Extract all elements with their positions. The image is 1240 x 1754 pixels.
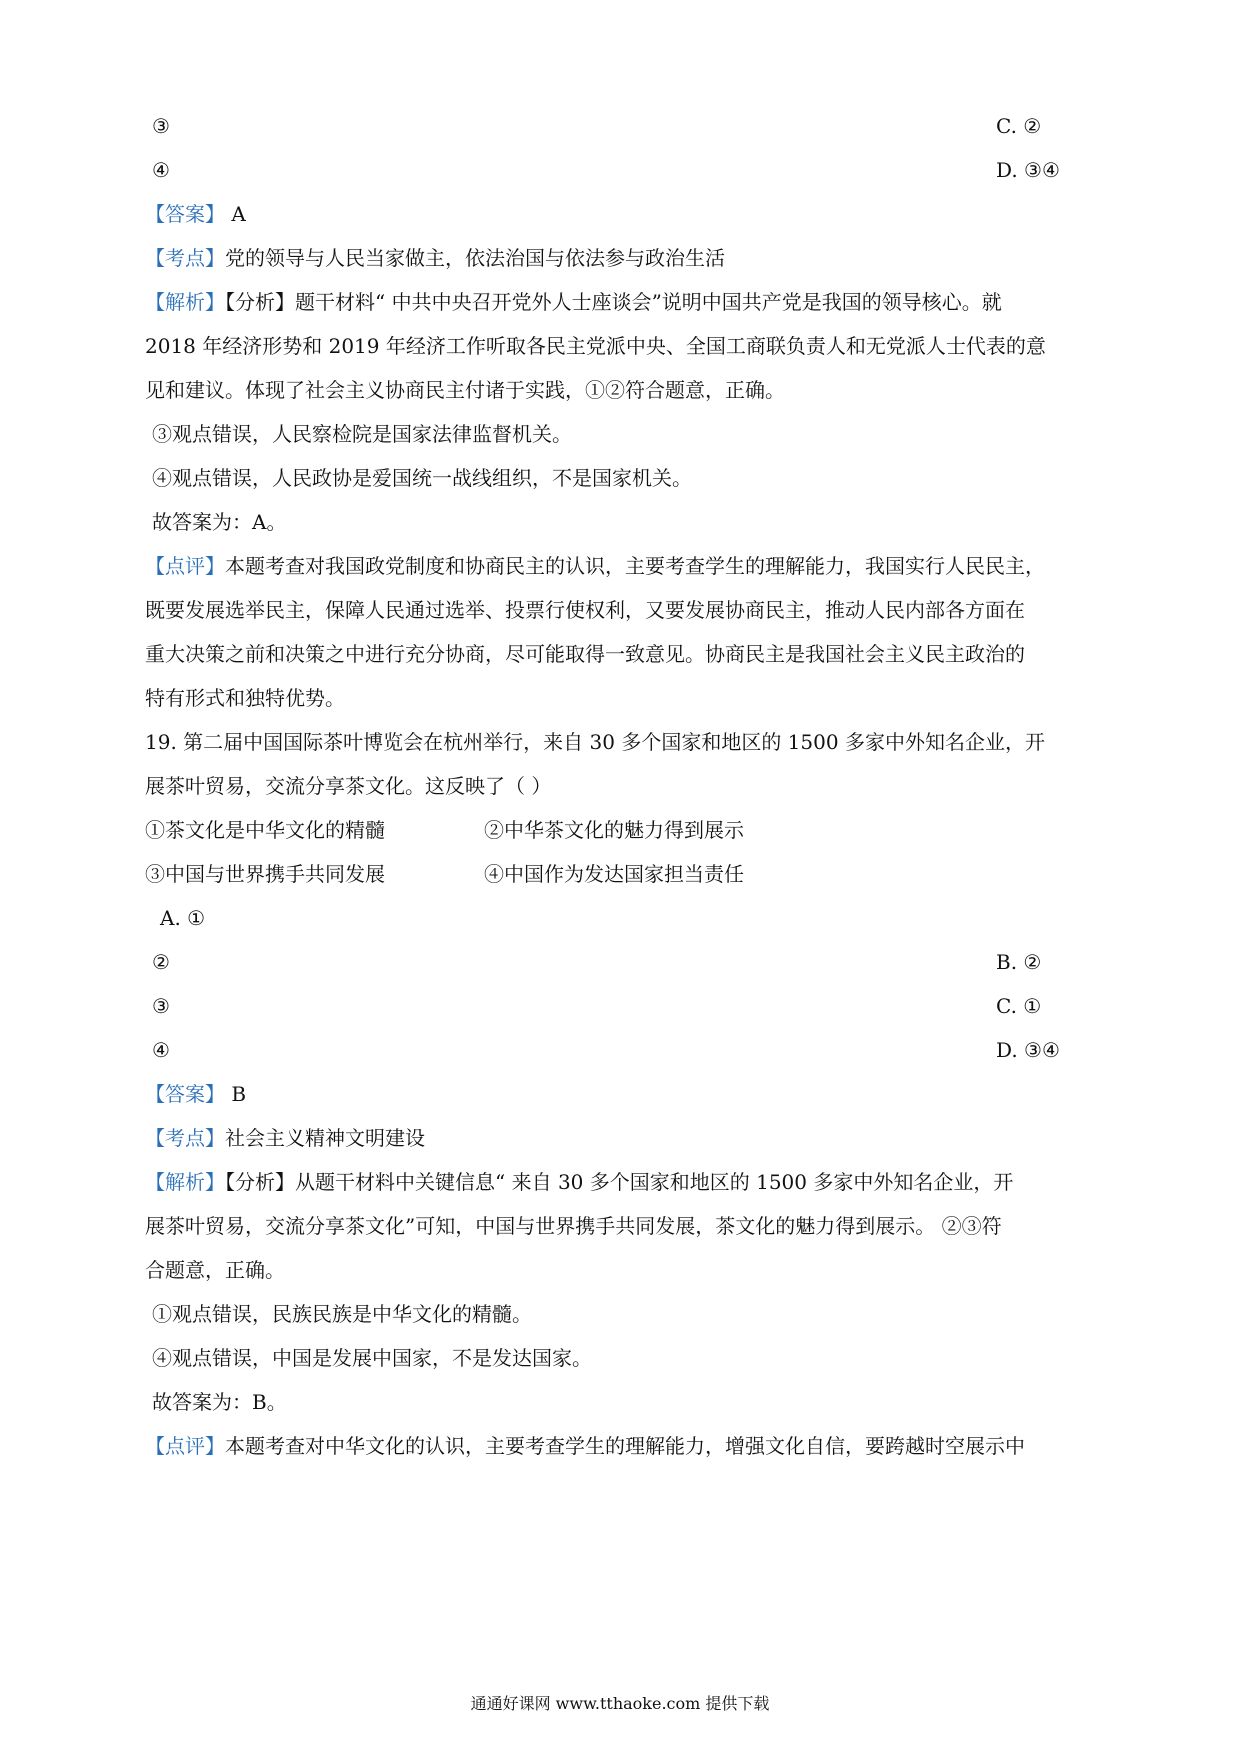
point-tag: 【考点】 (145, 246, 225, 270)
note-line: ①观点错误，民族民族是中华文化的精髓。 (152, 1302, 532, 1326)
option-a: A. ① (160, 906, 206, 930)
option-c: C. ① (996, 994, 1042, 1018)
review-text: 特有形式和独特优势。 (145, 686, 345, 710)
analysis-text: 【分析】题干材料“ 中共中央召开党外人士座谈会”说明中国共产党是我国的领导核心。就 (225, 290, 1002, 314)
review-text: 既要发展选举民主，保障人民通过选举、投票行使权利，又要发展协商民主，推动人民内部各方面在 (145, 598, 1025, 622)
point-text: 党的领导与人民当家做主，依法治国与依法参与政治生活 (225, 246, 725, 270)
analysis-tag: 【解析】 (145, 1170, 225, 1194)
note-line: 故答案为：B。 (152, 1390, 287, 1414)
option-d: D. ③④ (996, 158, 1060, 182)
option-left: ② (152, 950, 170, 974)
answer-tag: 【答案】 (145, 1082, 225, 1106)
answer-value: B (225, 1082, 247, 1106)
answer-tag: 【答案】 (145, 202, 225, 226)
review-line (145, 1432, 1105, 1460)
review-tag: 【点评】 (145, 554, 225, 578)
note-line: ④观点错误，中国是发展中国家，不是发达国家。 (152, 1346, 592, 1370)
point-text: 社会主义精神文明建设 (225, 1126, 425, 1150)
analysis-text: 展茶叶贸易，交流分享茶文化”可知，中国与世界携手共同发展，茶文化的魅力得到展示。 ②③符 (145, 1214, 1002, 1238)
statement-item: ①茶文化是中华文化的精髓 (145, 818, 385, 842)
note-line: ③观点错误，人民察检院是国家法律监督机关。 (152, 422, 572, 446)
review-text: 重大决策之前和决策之中进行充分协商，尽可能取得一致意见。协商民主是我国社会主义民主政治的 (145, 642, 1025, 666)
point-line (145, 1124, 1105, 1152)
analysis-text: 合题意，正确。 (145, 1258, 285, 1282)
note-line: ④观点错误，人民政协是爱国统一战线组织，不是国家机关。 (152, 466, 692, 490)
option-left: ④ (152, 1038, 170, 1062)
option-d: D. ③④ (996, 1038, 1060, 1062)
option-left: ④ (152, 158, 170, 182)
answer-value: A (225, 202, 246, 226)
question-stem: 展茶叶贸易，交流分享茶文化。这反映了（ ） (145, 774, 552, 798)
point-tag: 【考点】 (145, 1126, 225, 1150)
review-text: 本题考查对我国政党制度和协商民主的认识，主要考查学生的理解能力，我国实行人民民主， (225, 554, 1045, 578)
review-text: 本题考查对中华文化的认识，主要考查学生的理解能力，增强文化自信，要跨越时空展示中 (225, 1434, 1025, 1458)
question-stem: 19. 第二届中国国际茶叶博览会在杭州举行，来自 30 多个国家和地区的 1500 多家中外知名企业，开 (145, 730, 1045, 754)
analysis-text: 见和建议。体现了社会主义协商民主付诸于实践，①②符合题意，正确。 (145, 378, 785, 402)
analysis-line (145, 288, 1105, 316)
review-line (145, 552, 1105, 580)
option-c: C. ② (996, 114, 1042, 138)
answer-line (145, 200, 1105, 228)
statement-item: ④中国作为发达国家担当责任 (484, 862, 744, 886)
note-line: 故答案为：A。 (152, 510, 287, 534)
option-left: ③ (152, 994, 170, 1018)
statement-item: ③中国与世界携手共同发展 (145, 862, 385, 886)
analysis-text: 2018 年经济形势和 2019 年经济工作听取各民主党派中央、全国工商联负责人和无党派人士代表的意 (145, 334, 1046, 358)
answer-line (145, 1080, 1105, 1108)
page-footer: 通通好课网 www.tthaoke.com 提供下载 (470, 1694, 770, 1713)
point-line (145, 244, 1105, 272)
option-left: ③ (152, 114, 170, 138)
analysis-line (145, 1168, 1105, 1196)
review-tag: 【点评】 (145, 1434, 225, 1458)
statement-item: ②中华茶文化的魅力得到展示 (484, 818, 744, 842)
analysis-text: 【分析】从题干材料中关键信息“ 来自 30 多个国家和地区的 1500 多家中外知名企业，开 (225, 1170, 1014, 1194)
analysis-tag: 【解析】 (145, 290, 225, 314)
option-b: B. ② (996, 950, 1042, 974)
